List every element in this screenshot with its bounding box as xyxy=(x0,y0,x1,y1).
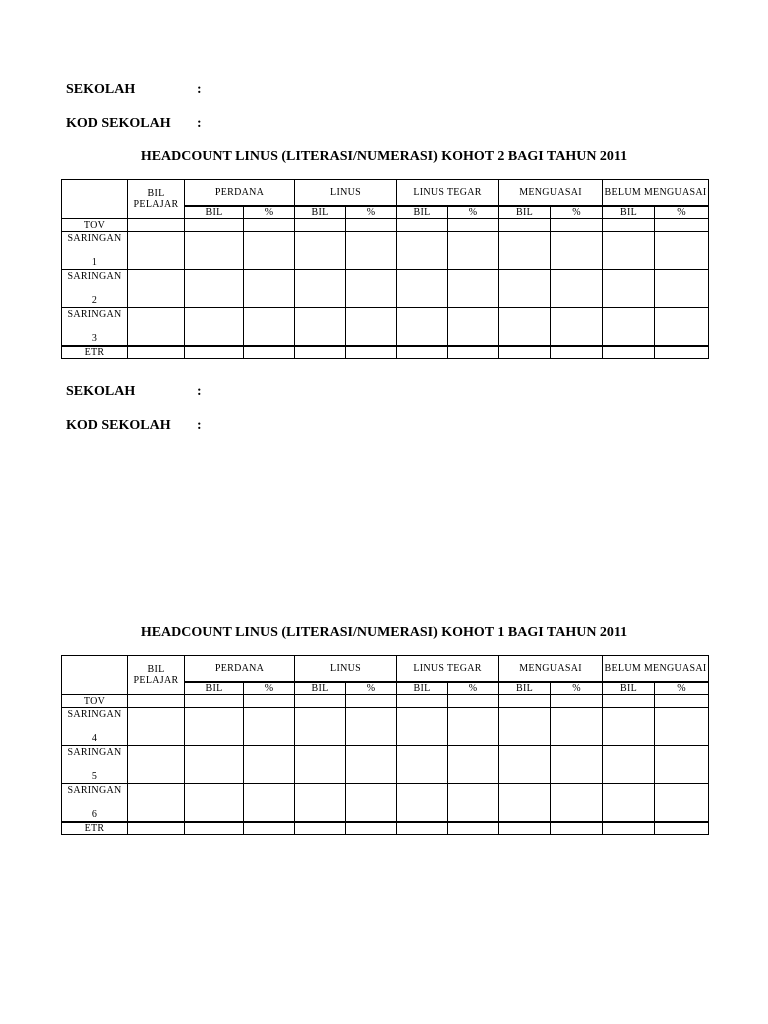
subheader-percent: % xyxy=(551,206,603,219)
data-cell[interactable] xyxy=(603,219,655,232)
table-row-etr xyxy=(62,822,709,835)
subheader-percent: % xyxy=(655,206,709,219)
data-cell[interactable] xyxy=(295,219,346,232)
sekolah-label-2: SEKOLAH xyxy=(66,384,136,399)
table-row-saringan xyxy=(62,746,709,784)
data-cell[interactable] xyxy=(499,822,551,835)
data-cell[interactable] xyxy=(655,308,709,347)
data-cell[interactable] xyxy=(244,746,295,784)
data-cell[interactable] xyxy=(128,232,185,270)
sekolah-colon-2: : xyxy=(197,384,202,399)
data-cell[interactable] xyxy=(397,695,448,708)
data-cell[interactable] xyxy=(244,695,295,708)
data-cell[interactable] xyxy=(128,746,185,784)
headcount-table-1 xyxy=(61,179,709,359)
row-label-etr: ETR xyxy=(62,822,128,835)
data-cell[interactable] xyxy=(448,346,499,359)
data-cell[interactable] xyxy=(244,219,295,232)
data-cell[interactable] xyxy=(603,308,655,347)
data-cell[interactable] xyxy=(499,308,551,347)
subheader-percent: % xyxy=(551,682,603,695)
data-cell[interactable] xyxy=(397,822,448,835)
data-cell[interactable] xyxy=(551,219,603,232)
saringan-number: 3 xyxy=(91,333,98,344)
data-cell[interactable] xyxy=(128,270,185,308)
row-label-saringan xyxy=(62,746,128,784)
subheader-bil: BIL xyxy=(499,206,551,219)
data-cell[interactable] xyxy=(397,232,448,270)
data-cell[interactable] xyxy=(603,695,655,708)
header-belum-menguasai: BELUM MENGUASAI xyxy=(603,656,709,683)
data-cell[interactable] xyxy=(185,746,244,784)
data-cell[interactable] xyxy=(346,746,397,784)
data-cell[interactable] xyxy=(185,695,244,708)
data-cell[interactable] xyxy=(448,822,499,835)
subheader-bil: BIL xyxy=(603,682,655,695)
data-cell[interactable] xyxy=(346,784,397,823)
row-label-saringan xyxy=(62,708,128,746)
data-cell[interactable] xyxy=(499,270,551,308)
data-cell[interactable] xyxy=(244,308,295,347)
data-cell[interactable] xyxy=(551,232,603,270)
data-cell[interactable] xyxy=(244,270,295,308)
data-cell[interactable] xyxy=(603,746,655,784)
data-cell[interactable] xyxy=(397,746,448,784)
sekolah-colon-1: : xyxy=(197,82,202,97)
row-label-etr: ETR xyxy=(62,346,128,359)
subheader-percent: % xyxy=(244,206,295,219)
subheader-percent: % xyxy=(244,682,295,695)
header-bil-pelajar: BIL PELAJAR xyxy=(128,656,185,695)
subheader-percent: % xyxy=(346,206,397,219)
row-label-tov: TOV xyxy=(62,695,128,708)
table-row-saringan xyxy=(62,270,709,308)
row-label-tov: TOV xyxy=(62,219,128,232)
data-cell[interactable] xyxy=(128,822,185,835)
subheader-bil: BIL xyxy=(295,682,346,695)
data-cell[interactable] xyxy=(397,784,448,823)
subheader-bil: BIL xyxy=(295,206,346,219)
subheader-bil: BIL xyxy=(397,682,448,695)
kod-sekolah-label-1: KOD SEKOLAH xyxy=(66,116,171,131)
data-cell[interactable] xyxy=(397,346,448,359)
header-menguasai: MENGUASAI xyxy=(499,656,603,683)
data-cell[interactable] xyxy=(448,308,499,347)
header-linus-tegar: LINUS TEGAR xyxy=(397,180,499,207)
header-perdana: PERDANA xyxy=(185,656,295,683)
table-row-etr xyxy=(62,346,709,359)
data-cell[interactable] xyxy=(185,219,244,232)
saringan-number: 2 xyxy=(91,295,98,306)
data-cell[interactable] xyxy=(244,784,295,823)
subheader-percent: % xyxy=(655,682,709,695)
data-cell[interactable] xyxy=(346,308,397,347)
data-cell[interactable] xyxy=(295,232,346,270)
headcount-table-2 xyxy=(61,655,709,835)
data-cell[interactable] xyxy=(603,346,655,359)
data-cell[interactable] xyxy=(185,784,244,823)
table-row-saringan xyxy=(62,308,709,347)
data-cell[interactable] xyxy=(128,784,185,823)
header-perdana: PERDANA xyxy=(185,180,295,207)
corner-cell xyxy=(62,180,128,219)
data-cell[interactable] xyxy=(655,708,709,746)
subheader-bil: BIL xyxy=(499,682,551,695)
data-cell[interactable] xyxy=(346,232,397,270)
saringan-text: SARINGAN xyxy=(67,309,122,320)
data-cell[interactable] xyxy=(128,695,185,708)
table-row-saringan xyxy=(62,232,709,270)
saringan-text: SARINGAN xyxy=(67,785,122,796)
data-cell[interactable] xyxy=(551,270,603,308)
data-cell[interactable] xyxy=(295,270,346,308)
row-label-saringan xyxy=(62,232,128,270)
subheader-percent: % xyxy=(448,682,499,695)
subheader-percent: % xyxy=(346,682,397,695)
data-cell[interactable] xyxy=(346,219,397,232)
data-cell[interactable] xyxy=(346,695,397,708)
header-linus-tegar: LINUS TEGAR xyxy=(397,656,499,683)
saringan-number: 1 xyxy=(91,257,98,268)
saringan-text: SARINGAN xyxy=(67,233,122,244)
data-cell[interactable] xyxy=(655,219,709,232)
data-cell[interactable] xyxy=(551,695,603,708)
saringan-number: 6 xyxy=(91,809,98,820)
data-cell[interactable] xyxy=(499,746,551,784)
data-cell[interactable] xyxy=(655,784,709,823)
data-cell[interactable] xyxy=(448,219,499,232)
data-cell[interactable] xyxy=(499,784,551,823)
data-cell[interactable] xyxy=(448,746,499,784)
data-cell[interactable] xyxy=(448,270,499,308)
data-cell[interactable] xyxy=(655,695,709,708)
row-label-saringan xyxy=(62,784,128,823)
data-cell[interactable] xyxy=(499,219,551,232)
data-cell[interactable] xyxy=(346,270,397,308)
kod-sekolah-label-2: KOD SEKOLAH xyxy=(66,418,171,433)
table-title-2: HEADCOUNT LINUS (LITERASI/NUMERASI) KOHOT 1 BAGI TAHUN 2011 xyxy=(140,625,628,640)
header-bil-pelajar: BIL PELAJAR xyxy=(128,180,185,219)
header-menguasai: MENGUASAI xyxy=(499,180,603,207)
data-cell[interactable] xyxy=(346,822,397,835)
data-cell[interactable] xyxy=(448,695,499,708)
data-cell[interactable] xyxy=(551,784,603,823)
row-label-saringan xyxy=(62,270,128,308)
data-cell[interactable] xyxy=(499,695,551,708)
data-cell[interactable] xyxy=(397,219,448,232)
data-cell[interactable] xyxy=(185,708,244,746)
subheader-bil: BIL xyxy=(397,206,448,219)
data-cell[interactable] xyxy=(244,346,295,359)
saringan-text: SARINGAN xyxy=(67,747,122,758)
data-cell[interactable] xyxy=(295,308,346,347)
table-row-tov xyxy=(62,219,709,232)
data-cell[interactable] xyxy=(185,822,244,835)
data-cell[interactable] xyxy=(551,308,603,347)
data-cell[interactable] xyxy=(551,822,603,835)
data-cell[interactable] xyxy=(244,708,295,746)
data-cell[interactable] xyxy=(244,822,295,835)
row-label-saringan xyxy=(62,308,128,347)
data-cell[interactable] xyxy=(185,308,244,347)
data-cell[interactable] xyxy=(448,784,499,823)
data-cell[interactable] xyxy=(295,695,346,708)
table-row-tov xyxy=(62,695,709,708)
data-cell[interactable] xyxy=(244,232,295,270)
data-cell[interactable] xyxy=(185,346,244,359)
table-row-saringan xyxy=(62,784,709,823)
data-cell[interactable] xyxy=(655,232,709,270)
subheader-bil: BIL xyxy=(185,682,244,695)
sekolah-label-1: SEKOLAH xyxy=(66,82,136,97)
header-linus: LINUS xyxy=(295,656,397,683)
subheader-bil: BIL xyxy=(185,206,244,219)
data-cell[interactable] xyxy=(128,308,185,347)
kod-sekolah-colon-2: : xyxy=(197,418,202,433)
saringan-number: 5 xyxy=(91,771,98,782)
data-cell[interactable] xyxy=(185,232,244,270)
data-cell[interactable] xyxy=(551,346,603,359)
data-cell[interactable] xyxy=(397,308,448,347)
data-cell[interactable] xyxy=(295,822,346,835)
subheader-bil: BIL xyxy=(603,206,655,219)
data-cell[interactable] xyxy=(603,708,655,746)
data-cell[interactable] xyxy=(128,346,185,359)
data-cell[interactable] xyxy=(551,708,603,746)
data-cell[interactable] xyxy=(128,708,185,746)
data-cell[interactable] xyxy=(603,784,655,823)
corner-cell xyxy=(62,656,128,695)
data-cell[interactable] xyxy=(295,708,346,746)
subheader-percent: % xyxy=(448,206,499,219)
data-cell[interactable] xyxy=(185,270,244,308)
data-cell[interactable] xyxy=(551,746,603,784)
table-row-saringan xyxy=(62,708,709,746)
data-cell[interactable] xyxy=(397,708,448,746)
data-cell[interactable] xyxy=(499,232,551,270)
data-cell[interactable] xyxy=(603,270,655,308)
data-cell[interactable] xyxy=(499,708,551,746)
saringan-text: SARINGAN xyxy=(67,709,122,720)
data-cell[interactable] xyxy=(295,746,346,784)
data-cell[interactable] xyxy=(295,784,346,823)
header-belum-menguasai: BELUM MENGUASAI xyxy=(603,180,709,207)
data-cell[interactable] xyxy=(295,346,346,359)
saringan-text: SARINGAN xyxy=(67,271,122,282)
data-cell[interactable] xyxy=(655,822,709,835)
data-cell[interactable] xyxy=(655,746,709,784)
data-cell[interactable] xyxy=(346,346,397,359)
table-title-1: HEADCOUNT LINUS (LITERASI/NUMERASI) KOHOT 2 BAGI TAHUN 2011 xyxy=(140,149,628,164)
data-cell[interactable] xyxy=(397,270,448,308)
kod-sekolah-colon-1: : xyxy=(197,116,202,131)
data-cell[interactable] xyxy=(603,232,655,270)
data-cell[interactable] xyxy=(448,708,499,746)
data-cell[interactable] xyxy=(499,346,551,359)
header-linus: LINUS xyxy=(295,180,397,207)
data-cell[interactable] xyxy=(655,346,709,359)
data-cell[interactable] xyxy=(448,232,499,270)
data-cell[interactable] xyxy=(655,270,709,308)
data-cell[interactable] xyxy=(603,822,655,835)
data-cell[interactable] xyxy=(128,219,185,232)
saringan-number: 4 xyxy=(91,733,98,744)
data-cell[interactable] xyxy=(346,708,397,746)
